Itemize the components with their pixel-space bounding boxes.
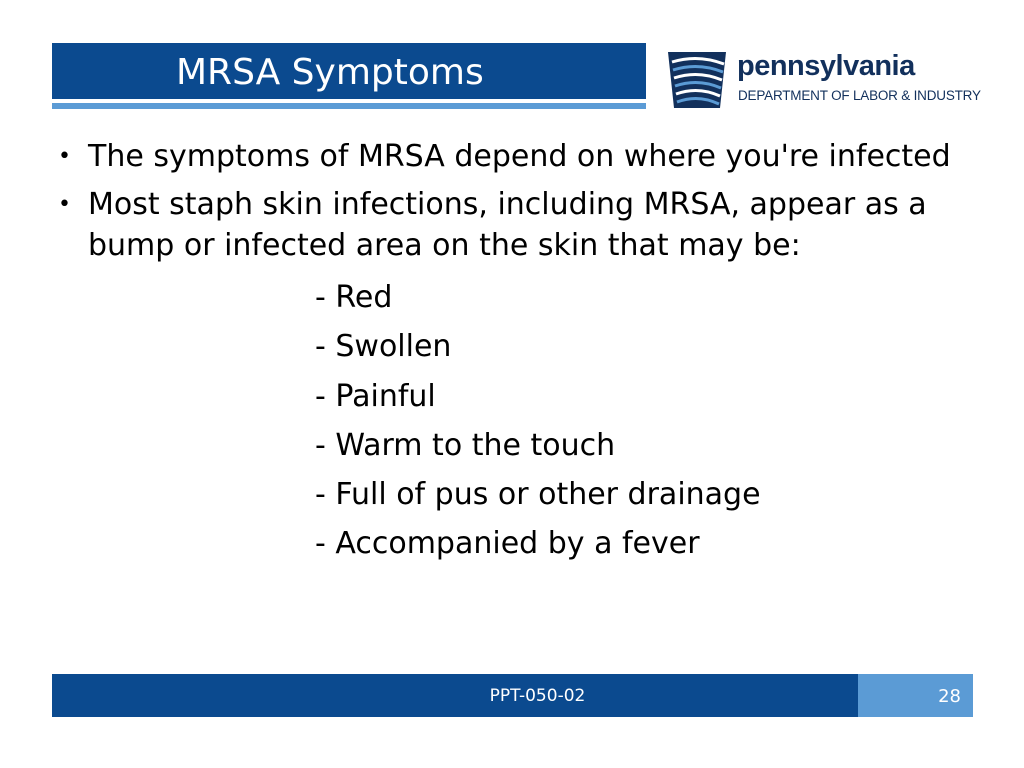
bullet-icon: •	[58, 192, 71, 217]
pa-logo	[664, 46, 984, 112]
bullet-icon: •	[58, 144, 71, 169]
symptom-list	[58, 273, 958, 569]
title-underline	[52, 103, 646, 109]
footer-bar	[52, 674, 858, 717]
page-number-box	[858, 674, 973, 717]
bullet-text: The symptoms of MRSA depend on where you're infected	[88, 139, 951, 174]
slide-content	[58, 136, 958, 569]
symptom-item: - Accompanied by a fever	[315, 526, 700, 562]
symptom-item: - Painful	[315, 378, 436, 414]
symptom-item: - Full of pus or other drainage	[315, 477, 761, 513]
footer-code: PPT-050-02	[489, 686, 586, 706]
title-bar	[52, 43, 646, 99]
symptom-item: - Swollen	[315, 329, 452, 365]
page-number: 28	[938, 686, 961, 707]
bullet-item	[58, 136, 958, 177]
bullet-text: Most staph skin infections, including MRSA, appear as a bump or infected area on the skin that may be:	[88, 187, 927, 263]
logo-department: DEPARTMENT OF LABOR & INDUSTRY	[738, 88, 981, 103]
keystone-icon	[664, 46, 730, 112]
symptom-item: - Warm to the touch	[315, 427, 616, 463]
slide-title: MRSA Symptoms	[176, 52, 484, 93]
logo-wordmark: pennsylvania	[737, 50, 915, 82]
bullet-item	[58, 184, 958, 266]
symptom-item: - Red	[315, 280, 393, 315]
